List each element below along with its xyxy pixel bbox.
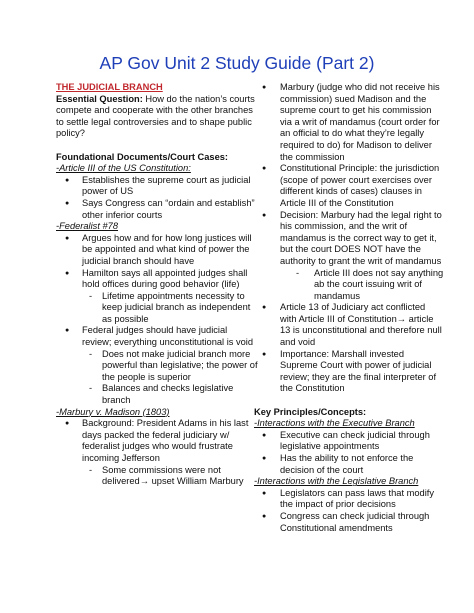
list-item: ● Background: President Adams in his last days packed the federal judiciary w/ federalist judges who would frustrate incoming Jefferson	[56, 418, 258, 464]
list-item: ● Has the ability to not enforce the decision of the court	[254, 453, 444, 476]
list-item: ● Importance: Marshall invested Supreme Court with power of judicial review; they are the final interpreter of the Constitution	[254, 349, 444, 395]
essential-question-label: Essential Question:	[56, 93, 143, 104]
left-column	[56, 82, 258, 488]
sub-list-item: - Does not make judicial branch more powerful than legislative; the power of the people is superior	[56, 349, 258, 384]
list-item: ● Executive can check judicial through legislative appointments	[254, 430, 444, 453]
documents-heading: Foundational Documents/Court Cases:	[56, 151, 229, 162]
article-iii-list	[56, 175, 258, 221]
sub-list-item: - Lifetime appointments necessity to keep judicial branch as independent as possible	[56, 291, 258, 326]
sub-list-item: - Article III does not say anything ab the court issuing writ of mandamus	[254, 268, 444, 303]
legislative-interactions-list	[254, 488, 444, 534]
marbury-list	[56, 418, 258, 488]
list-item: ● Argues how and for how long justices will be appointed and what kind of power the judicial branch should have	[56, 233, 258, 268]
essential-question-text: How do the nation’s courts compete and cooperate with the other branches to settle legal controversies and to shape public policy?	[56, 93, 255, 139]
executive-interactions-label: -Interactions with the Executive Branch	[254, 418, 415, 429]
list-item: ● Hamilton says all appointed judges shall hold offices during good behavior (life)	[56, 268, 258, 291]
list-item: ● Legislators can pass laws that modify the impact of prior decisions	[254, 488, 444, 511]
list-item: ● Article 13 of Judiciary act conflicted with Article III of Constitution→ article 13 is unconstitutional and therefore null and void	[254, 302, 444, 348]
marbury-continued-list	[254, 82, 444, 395]
spacer	[56, 140, 258, 152]
page-title: AP Gov Unit 2 Study Guide (Part 2)	[99, 53, 375, 73]
list-item: ● Federal judges should have judicial review; everything unconstitutional is void	[56, 325, 258, 348]
legislative-interactions-label: -Interactions with the Legislative Branch	[254, 476, 419, 487]
executive-interactions-list	[254, 430, 444, 476]
federalist-78-label: -Federalist #78	[56, 221, 119, 232]
section-heading-judicial-branch: THE JUDICIAL BRANCH	[56, 82, 163, 92]
list-item: ● Constitutional Principle: the jurisdiction (scope of power court exercises over different kinds of cases) clauses in Article III of the Constitution	[254, 163, 444, 209]
spacer	[254, 395, 444, 407]
list-item: ● Marbury (judge who did not receive his commission) sued Madison and the supreme court to get his commission via a writ of mandamus (court order for an official to do what they’re legally required to do) for Madison to deliver the commission	[254, 82, 444, 163]
list-item: ● Says Congress can “ordain and establish” other inferior courts	[56, 198, 258, 221]
list-item: ● Congress can check judicial through Constitutional amendments	[254, 511, 444, 534]
list-item: ● Establishes the supreme court as judicial power of US	[56, 175, 258, 198]
federalist-78-list	[56, 233, 258, 407]
list-item: ● Decision: Marbury had the legal right to his commission, and the writ of mandamus is the correct way to get it, but the court DOES NOT have the authority to grant the writ of mandamus	[254, 210, 444, 268]
marbury-label: -Marbury v. Madison (1803)	[56, 406, 170, 417]
essential-question	[56, 94, 258, 140]
sub-list-item: - Some commissions were not delivered→ upset William Marbury	[56, 465, 258, 488]
article-iii-label: -Article III of the US Constitution:	[56, 163, 191, 174]
key-principles-heading: Key Principles/Concepts:	[254, 406, 367, 417]
right-column	[254, 82, 444, 534]
sub-list-item: - Balances and checks legislative branch	[56, 383, 258, 406]
